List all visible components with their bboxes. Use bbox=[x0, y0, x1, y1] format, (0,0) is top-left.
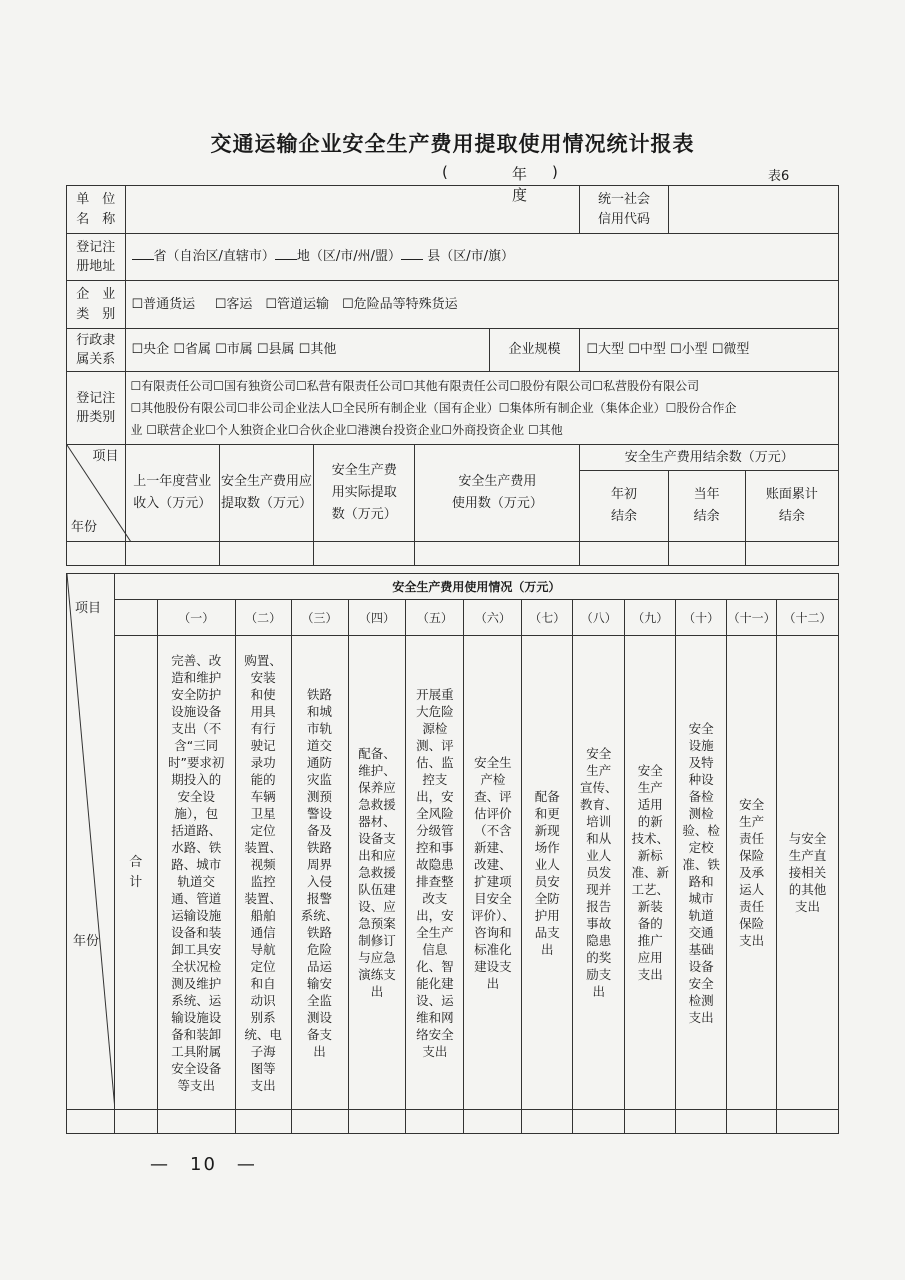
col-1-description: 完善、改 造和维护 安全防护 设施设备 支出（不 含“三同 时”要求初 期投入的 安全设 施），包 括道路、 水路、铁 路、城市 轨道交 通、管道 运输设施 设备和装 卸工具安 全状况检 测及维护 系统、运 输设施设 备和装卸 工具附属 安全设备 等支出 bbox=[157, 636, 235, 1110]
total-label: 合 计 bbox=[114, 636, 157, 1110]
t2-data-cell[interactable] bbox=[625, 1110, 676, 1134]
t1-corner-cell: 项目 年份 bbox=[67, 445, 126, 542]
t2-corner-cell: 项目 年份 bbox=[67, 574, 115, 1110]
col-7-description: 配备 和更 新现 场作 业人 员安 全防 护用 品支 出 bbox=[522, 636, 573, 1110]
t2-data-cell[interactable] bbox=[573, 1110, 625, 1134]
t1-data-cell[interactable] bbox=[219, 542, 313, 566]
col-8-description: 安全 生产 宣传、 教育、 培训 和从 业人 员发 现并 报告 事故 隐患 的奖 励支 出 bbox=[573, 636, 625, 1110]
col-6-number: （六） bbox=[464, 600, 522, 636]
unit-name-value[interactable] bbox=[125, 186, 580, 234]
form-title: 交通运输企业安全生产费用提取使用情况统计报表 bbox=[210, 132, 695, 156]
col-4-number: （四） bbox=[348, 600, 406, 636]
col-11-number: （十一） bbox=[727, 600, 777, 636]
admin-affiliation-label: 行政隶 属关系 bbox=[67, 329, 126, 372]
category-label: 企 业 类 别 bbox=[67, 281, 126, 329]
admin-affiliation-options[interactable]: ☐央企 ☐省属 ☐市属 ☐县属 ☐其他 bbox=[125, 329, 489, 372]
col-5-description: 开展重 大危险 源检 测、评 估、监 控支 出，安 全风险 分级管 控和事 故隐患 排查整 改支 出，安 全生产 信息 化、智 能化建 设、运 维和网 络安全 支出 bbox=[406, 636, 464, 1110]
fee-actual-header: 安全生产费 用实际提取 数（万元） bbox=[314, 445, 415, 542]
balance-header: 安全生产费用结余数（万元） bbox=[580, 445, 839, 471]
col-2-description: 购置、 安装 和使 用具 有行 驶记 录功 能的 车辆 卫星 定位 装置、 视频 监控 装置、 船舶 通信 导航 定位 和自 动识 别系 统、电 子海 图等 支出 bbox=[235, 636, 291, 1110]
col-10-description: 安全 设施 及特 种设 备检 测检 验、检 定校 准、铁 路和 城市 轨道 交通 基础 设备 安全 检测 支出 bbox=[676, 636, 727, 1110]
t2-data-cell[interactable] bbox=[676, 1110, 727, 1134]
reg-type-options[interactable]: ☐有限责任公司☐国有独资公司☐私营有限责任公司☐其他有限责任公司☐股份有限公司☐私营股份有限公司 ☐其他股份有限公司☐非公司企业法人☐全民所有制企业（国有企业）☐集体所有制企业（集体企业）☐股份合作企 业 ☐联营企业☐个人独资企业☐合伙企业☐港澳台投资企业☐外商投资企业 ☐其他 bbox=[125, 372, 838, 445]
t2-data-cell[interactable] bbox=[348, 1110, 406, 1134]
unit-name-label: 单 位 名 称 bbox=[67, 186, 126, 234]
t2-data-year[interactable] bbox=[67, 1110, 115, 1134]
col-1-number: （一） bbox=[157, 600, 235, 636]
form-number: 表6 bbox=[768, 169, 790, 184]
enterprise-scale-label: 企业规模 bbox=[489, 329, 580, 372]
balance-year-header: 当年 结余 bbox=[668, 471, 745, 542]
reg-address-label: 登记注 册地址 bbox=[67, 234, 126, 281]
t1-data-cell[interactable] bbox=[415, 542, 580, 566]
t1-data-cell[interactable] bbox=[668, 542, 745, 566]
t2-data-cell[interactable] bbox=[727, 1110, 777, 1134]
t2-data-cell[interactable] bbox=[522, 1110, 573, 1134]
credit-code-value[interactable] bbox=[668, 186, 838, 234]
col-7-number: （七） bbox=[522, 600, 573, 636]
balance-start-header: 年初 结余 bbox=[580, 471, 668, 542]
t2-data-total[interactable] bbox=[114, 1110, 157, 1134]
category-options[interactable]: ☐普通货运 ☐客运 ☐管道运输 ☐危险品等特殊货运 bbox=[125, 281, 838, 329]
t1-data-cell[interactable] bbox=[314, 542, 415, 566]
t1-data-cell[interactable] bbox=[745, 542, 838, 566]
col-8-number: （八） bbox=[573, 600, 625, 636]
reg-type-label: 登记注 册类别 bbox=[67, 372, 126, 445]
reg-address-value[interactable]: 省（自治区/直辖市） 地（区/市/州/盟） 县（区/市/旗） bbox=[125, 234, 838, 281]
col-5-number: （五） bbox=[406, 600, 464, 636]
col-10-number: （十） bbox=[676, 600, 727, 636]
enterprise-scale-options[interactable]: ☐大型 ☐中型 ☐小型 ☐微型 bbox=[580, 329, 839, 372]
col-2-number: （二） bbox=[235, 600, 291, 636]
col-9-description: 安全 生产 适用 的新 技术、 新标 准、新 工艺、 新装 备的 推广 应用 支出 bbox=[625, 636, 676, 1110]
t1-data-year[interactable] bbox=[67, 542, 126, 566]
col-4-description: 配备、 维护、 保养应 急救援 器材、 设备支 出和应 急救援 队伍建 设、应 急预案 制修订 与应急 演练支 出 bbox=[348, 636, 406, 1110]
t1-data-cell[interactable] bbox=[580, 542, 668, 566]
t2-data-cell[interactable] bbox=[157, 1110, 235, 1134]
balance-cumulative-header: 账面累计 结余 bbox=[745, 471, 838, 542]
fee-usage-table bbox=[66, 573, 839, 1134]
t2-data-cell[interactable] bbox=[406, 1110, 464, 1134]
page-number: — 10 — bbox=[150, 1154, 257, 1175]
prev-revenue-header: 上一年度营业 收入（万元） bbox=[125, 445, 219, 542]
t2-data-cell[interactable] bbox=[291, 1110, 348, 1134]
col-3-number: （三） bbox=[291, 600, 348, 636]
enterprise-info-table bbox=[66, 185, 839, 566]
t2-data-cell[interactable] bbox=[235, 1110, 291, 1134]
diagonal-line bbox=[67, 574, 115, 1110]
total-number-cell bbox=[114, 600, 157, 636]
fee-used-header: 安全生产费用 使用数（万元） bbox=[415, 445, 580, 542]
t1-data-cell[interactable] bbox=[125, 542, 219, 566]
t2-data-cell[interactable] bbox=[777, 1110, 839, 1134]
col-9-number: （九） bbox=[625, 600, 676, 636]
fee-due-header: 安全生产费用应 提取数（万元） bbox=[219, 445, 313, 542]
col-3-description: 铁路 和城 市轨 道交 通防 灾监 测预 警设 备及 铁路 周界 入侵 报警 系统、 铁路 危险 品运 输安 全监 测设 备支 出 bbox=[291, 636, 348, 1110]
col-6-description: 安全生 产检 查、评 估评价 （不含 新建、 改建、 扩建项 目安全 评价）、 咨询和 标准化 建设支 出 bbox=[464, 636, 522, 1110]
usage-header: 安全生产费用使用情况（万元） bbox=[114, 574, 838, 600]
t2-data-cell[interactable] bbox=[464, 1110, 522, 1134]
col-11-description: 安全 生产 责任 保险 及承 运人 责任 保险 支出 bbox=[727, 636, 777, 1110]
col-12-number: （十二） bbox=[777, 600, 839, 636]
col-12-description: 与安全 生产直 接相关 的其他 支出 bbox=[777, 636, 839, 1110]
credit-code-label: 统一社会 信用代码 bbox=[580, 186, 668, 234]
